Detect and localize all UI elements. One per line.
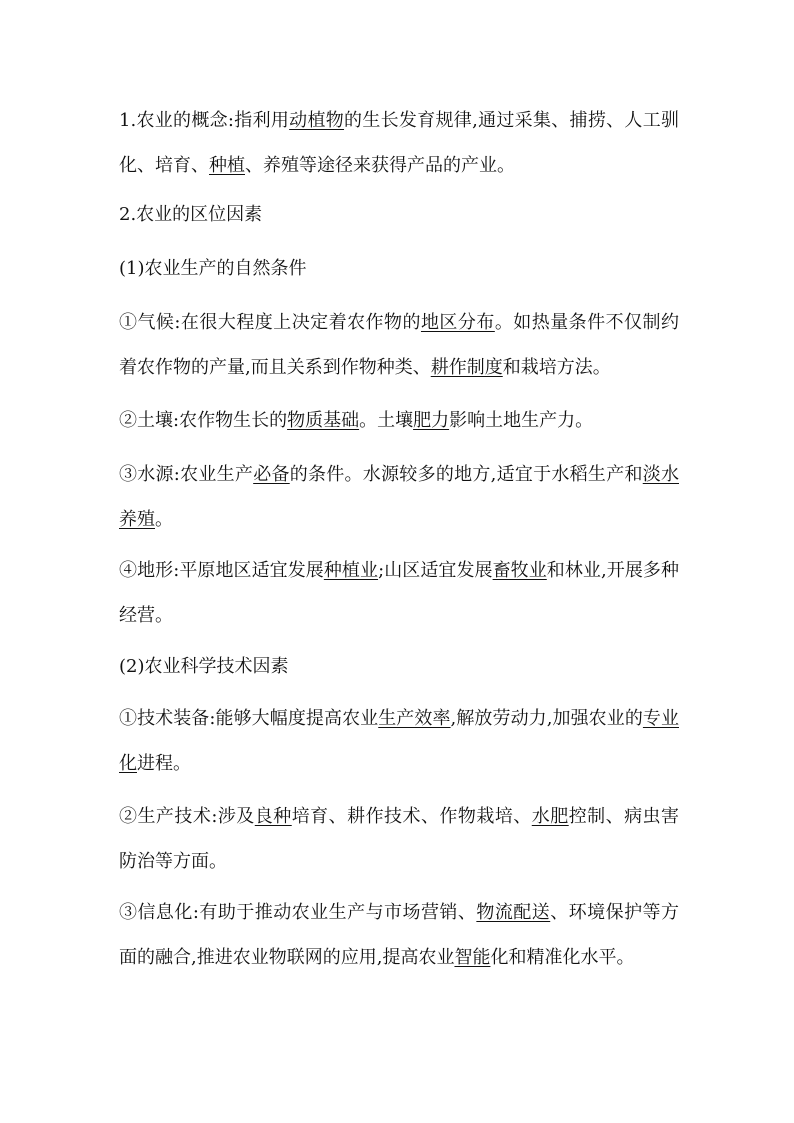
underlined-key-term: 肥力 — [413, 410, 450, 431]
paragraph-informatization — [119, 890, 679, 980]
underlined-key-term: 智能 — [454, 947, 491, 968]
text-segment: ;山区适宜发展 — [378, 560, 493, 581]
text-segment: 。如热量条件不仅制约着农作物的产量,而且关系到作物种类、 — [119, 312, 679, 378]
text-segment: 进程。 — [137, 753, 191, 774]
underlined-key-term: 专业化 — [119, 708, 679, 774]
text-segment: ①气候:在很大程度上决定着农作物的 — [119, 312, 421, 333]
underlined-key-term: 淡水养殖 — [119, 464, 679, 530]
text-segment: 。土壤 — [359, 410, 414, 431]
underlined-key-term: 物质基础 — [287, 410, 360, 431]
text-segment: 。 — [155, 509, 173, 530]
paragraph-agriculture-concept — [119, 98, 679, 188]
text-segment: ④地形:平原地区适宜发展 — [119, 560, 324, 581]
text-segment: 2.农业的区位因素 — [119, 204, 263, 225]
underlined-key-term: 耕作制度 — [430, 357, 503, 378]
text-segment: 化和精准化水平。 — [490, 947, 635, 968]
underlined-key-term: 动植物 — [289, 110, 345, 131]
text-segment: 影响土地生产力。 — [449, 410, 594, 431]
text-segment: ②生产技术:涉及 — [119, 806, 255, 827]
underlined-key-term: 畜牧业 — [492, 560, 547, 581]
text-segment: ①技术装备:能够大幅度提高农业 — [119, 708, 379, 729]
text-segment: (2)农业科学技术因素 — [119, 656, 289, 677]
text-segment: 的条件。水源较多的地方,适宜于水稻生产和 — [289, 464, 643, 485]
text-segment: ③水源:农业生产 — [119, 464, 254, 485]
paragraph-climate — [119, 300, 679, 390]
underlined-key-term: 必备 — [253, 464, 290, 485]
paragraph-production-tech — [119, 794, 679, 884]
text-segment: 和林业,开展多种经营。 — [119, 560, 679, 626]
text-segment: 控制、病虫害防治等方面。 — [119, 806, 680, 872]
text-segment: ③信息化:有助于推动农业生产与市场营销、 — [119, 902, 477, 923]
paragraph-soil — [119, 398, 679, 443]
paragraph-water-source — [119, 452, 679, 542]
underlined-key-term: 地区分布 — [420, 312, 495, 333]
underlined-key-term: 物流配送 — [476, 902, 551, 923]
text-segment: (1)农业生产的自然条件 — [119, 258, 307, 279]
text-segment: 1.农业的概念:指利用 — [119, 110, 290, 131]
underlined-key-term: 水肥 — [531, 806, 569, 827]
subheading-natural-conditions — [119, 246, 679, 291]
text-segment: 、环境保护等方面的融合,推进农业物联网的应用,提高农业 — [119, 902, 680, 968]
subheading-technology-factors — [119, 644, 679, 689]
text-segment: 和栽培方法。 — [502, 357, 611, 378]
paragraph-terrain — [119, 548, 679, 638]
paragraph-equipment — [119, 696, 679, 786]
underlined-key-term: 种植业 — [323, 560, 379, 581]
text-segment: ,解放劳动力,加强农业的 — [450, 708, 643, 729]
heading-location-factors — [119, 192, 679, 237]
text-segment: 的生长发育规律,通过采集、捕捞、人工驯化、培育、 — [119, 110, 679, 176]
text-segment: 、养殖等途径来获得产品的产业。 — [245, 155, 515, 176]
underlined-key-term: 良种 — [254, 806, 292, 827]
text-segment: ②土壤:农作物生长的 — [119, 410, 288, 431]
underlined-key-term: 生产效率 — [378, 708, 451, 729]
text-segment: 培育、耕作技术、作物栽培、 — [291, 806, 532, 827]
underlined-key-term: 种植 — [209, 155, 245, 176]
